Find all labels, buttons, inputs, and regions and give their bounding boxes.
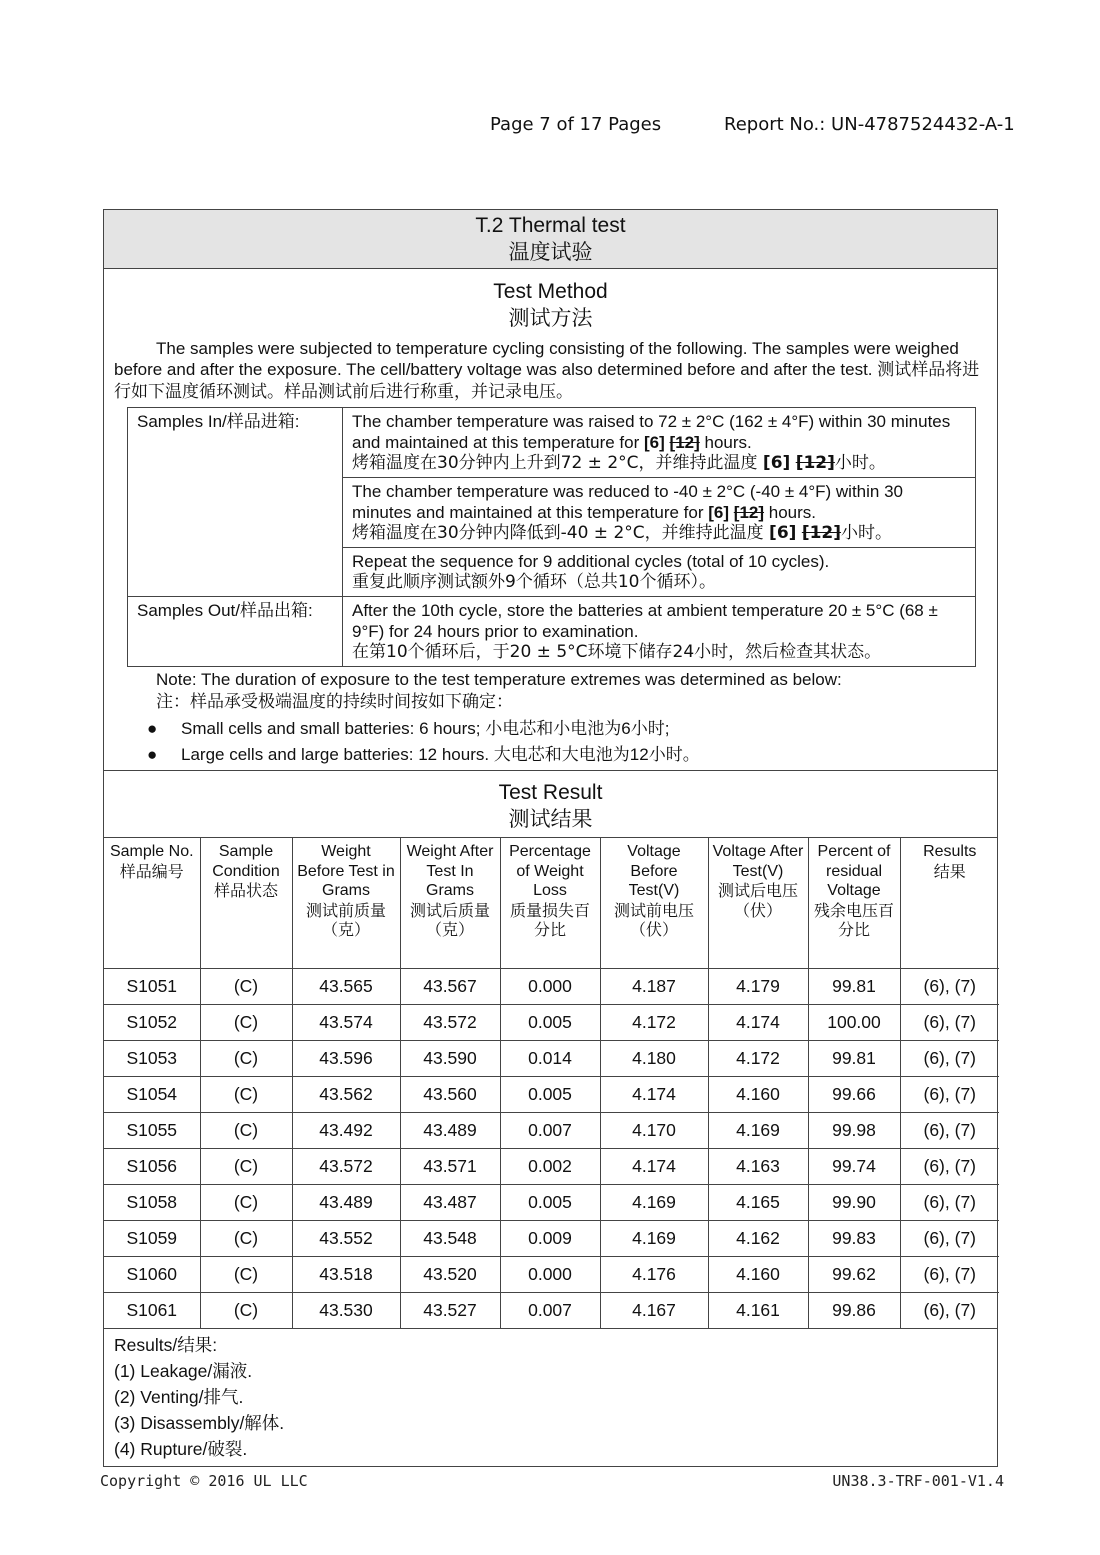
table-cell: (6), (7): [900, 1185, 999, 1221]
table-cell: 43.565: [292, 969, 400, 1005]
step-cool: The chamber temperature was reduced to -40 ± 2°C (-40 ± 4°F) within 30 minutes and maintained at this temperature for [6] [12] hours. 烤箱温度在30分钟内降低到-40 ± 2°C，并维持此温度 [6] [12]小时。: [343, 478, 976, 548]
table-cell: 43.552: [292, 1221, 400, 1257]
table-cell: (6), (7): [900, 1257, 999, 1293]
table-cell: (C): [200, 1041, 292, 1077]
table-cell: S1061: [104, 1293, 200, 1329]
table-row: [104, 1041, 999, 1077]
table-row: [104, 1221, 999, 1257]
table-cell: 43.572: [400, 1005, 500, 1041]
table-cell: (C): [200, 1185, 292, 1221]
table-cell: 4.161: [708, 1293, 808, 1329]
section-title-en: T.2 Thermal test: [475, 214, 626, 237]
method-paragraph: [114, 338, 987, 403]
result-table: [104, 838, 999, 1328]
table-cell: 4.179: [708, 969, 808, 1005]
table-cell: 4.174: [600, 1077, 708, 1113]
col-weight-after: Weight After Test In Grams 测试后质量（克）: [400, 838, 500, 969]
table-row: [104, 1005, 999, 1041]
table-cell: 4.172: [708, 1041, 808, 1077]
col-sample-no: Sample No. 样品编号: [104, 838, 200, 969]
table-cell: 99.90: [808, 1185, 900, 1221]
duration-note: [114, 669, 987, 713]
section-title-zh: 温度试验: [508, 240, 593, 264]
table-cell: S1056: [104, 1149, 200, 1185]
step-repeat: Repeat the sequence for 9 additional cycles (total of 10 cycles). 重复此顺序测试额外9个循环（总共10个循环）。: [343, 548, 976, 597]
col-residual-voltage: Percent of residual Voltage 残余电压百分比: [808, 838, 900, 969]
results-legend: [104, 1329, 998, 1467]
table-cell: S1054: [104, 1077, 200, 1113]
table-cell: S1060: [104, 1257, 200, 1293]
thermal-test-table: [103, 209, 998, 1467]
method-title-zh: 测试方法: [508, 306, 593, 330]
table-cell: 99.74: [808, 1149, 900, 1185]
table-cell: 0.000: [500, 969, 600, 1005]
table-cell: 4.167: [600, 1293, 708, 1329]
note-zh: 注：样品承受极端温度的持续时间按如下确定：: [156, 692, 513, 712]
table-cell: 0.009: [500, 1221, 600, 1257]
table-cell: (C): [200, 1221, 292, 1257]
test-method-section: [104, 269, 998, 771]
table-cell: 43.574: [292, 1005, 400, 1041]
table-cell: 4.160: [708, 1257, 808, 1293]
table-row: [104, 1149, 999, 1185]
table-cell: (C): [200, 1077, 292, 1113]
table-cell: 99.81: [808, 969, 900, 1005]
table-cell: 4.174: [708, 1005, 808, 1041]
table-cell: S1053: [104, 1041, 200, 1077]
method-paragraph-zh: 测试样品将进行如下温度循环测试。样品测试前后进行称重，并记录电压。: [114, 360, 980, 402]
samples-out-label: Samples Out/样品出箱:: [128, 597, 343, 667]
table-cell: 0.005: [500, 1005, 600, 1041]
table-cell: (C): [200, 1257, 292, 1293]
section-title: [104, 210, 998, 269]
table-row: [104, 1293, 999, 1329]
table-cell: 99.86: [808, 1293, 900, 1329]
col-sample-condition: Sample Condition 样品状态: [200, 838, 292, 969]
table-cell: 0.000: [500, 1257, 600, 1293]
table-cell: (6), (7): [900, 1041, 999, 1077]
table-cell: 4.162: [708, 1221, 808, 1257]
table-cell: S1052: [104, 1005, 200, 1041]
table-cell: 43.489: [292, 1185, 400, 1221]
table-cell: 99.98: [808, 1113, 900, 1149]
step-store: After the 10th cycle, store the batteries at ambient temperature 20 ± 5°C (68 ± 9°F) for 24 hours prior to examination. 在第10个循环后，于20 ± 5°C环境下储存24小时，然后检查其状态。: [343, 597, 976, 667]
table-cell: 4.172: [600, 1005, 708, 1041]
table-cell: 0.007: [500, 1113, 600, 1149]
table-cell: 99.81: [808, 1041, 900, 1077]
table-cell: 43.590: [400, 1041, 500, 1077]
note-en: Note: The duration of exposure to the test temperature extremes was determined as below:: [156, 670, 842, 689]
table-cell: S1055: [104, 1113, 200, 1149]
table-cell: 43.562: [292, 1077, 400, 1113]
result-title-en: Test Result: [498, 781, 603, 804]
result-table-header: [104, 838, 999, 969]
table-row: [104, 1185, 999, 1221]
table-cell: (6), (7): [900, 1077, 999, 1113]
table-cell: 4.165: [708, 1185, 808, 1221]
legend-item: (2) Venting/排气.: [114, 1387, 244, 1407]
table-cell: 0.005: [500, 1185, 600, 1221]
table-cell: 99.62: [808, 1257, 900, 1293]
legend-item: (3) Disassembly/解体.: [114, 1413, 285, 1433]
test-result-title: [104, 771, 998, 838]
table-cell: 43.518: [292, 1257, 400, 1293]
table-cell: (6), (7): [900, 1149, 999, 1185]
table-cell: 43.487: [400, 1185, 500, 1221]
table-cell: 4.169: [600, 1221, 708, 1257]
table-cell: 4.160: [708, 1077, 808, 1113]
table-cell: S1059: [104, 1221, 200, 1257]
method-title-en: Test Method: [493, 280, 608, 303]
table-cell: 4.174: [600, 1149, 708, 1185]
table-cell: 4.187: [600, 969, 708, 1005]
table-cell: 43.596: [292, 1041, 400, 1077]
table-cell: 0.002: [500, 1149, 600, 1185]
table-cell: 43.520: [400, 1257, 500, 1293]
col-voltage-before: Voltage Before Test(V) 测试前电压（伏）: [600, 838, 708, 969]
result-title-zh: 测试结果: [508, 807, 593, 831]
list-item: ● Small cells and small batteries: 6 hours; 小电芯和小电池为6小时;: [114, 716, 987, 742]
table-cell: (6), (7): [900, 969, 999, 1005]
bullet-icon: ●: [147, 745, 158, 764]
table-cell: (6), (7): [900, 1221, 999, 1257]
table-cell: 43.530: [292, 1293, 400, 1329]
table-cell: (6), (7): [900, 1005, 999, 1041]
table-cell: 43.548: [400, 1221, 500, 1257]
page-number: Page 7 of 17 Pages: [490, 114, 662, 135]
table-cell: 43.489: [400, 1113, 500, 1149]
table-cell: 100.00: [808, 1005, 900, 1041]
table-cell: (6), (7): [900, 1113, 999, 1149]
report-number: Report No.: UN-4787524432-A-1: [724, 114, 1015, 135]
legend-title: Results/结果:: [114, 1335, 218, 1355]
form-number: UN38.3-TRF-001-V1.4: [832, 1472, 1004, 1490]
table-cell: S1051: [104, 969, 200, 1005]
table-cell: 0.007: [500, 1293, 600, 1329]
table-cell: (C): [200, 1149, 292, 1185]
table-row: [104, 1257, 999, 1293]
table-cell: (C): [200, 1293, 292, 1329]
table-cell: (6), (7): [900, 1293, 999, 1329]
legend-item: (1) Leakage/漏液.: [114, 1361, 253, 1381]
table-cell: 43.527: [400, 1293, 500, 1329]
table-cell: 99.83: [808, 1221, 900, 1257]
col-results: Results 结果: [900, 838, 999, 969]
procedure-table: [127, 407, 976, 667]
legend-item: (4) Rupture/破裂.: [114, 1439, 248, 1459]
table-cell: 4.176: [600, 1257, 708, 1293]
table-cell: 43.572: [292, 1149, 400, 1185]
samples-in-label: Samples In/样品进箱:: [128, 408, 343, 597]
table-cell: 4.169: [708, 1113, 808, 1149]
col-weight-loss: Percentage of Weight Loss 质量损失百分比: [500, 838, 600, 969]
table-cell: 4.170: [600, 1113, 708, 1149]
duration-list: [114, 716, 987, 768]
table-cell: 4.169: [600, 1185, 708, 1221]
table-row: [104, 1113, 999, 1149]
col-weight-before: Weight Before Test in Grams 测试前质量（克）: [292, 838, 400, 969]
step-heat: The chamber temperature was raised to 72 ± 2°C (162 ± 4°F) within 30 minutes and maintained at this temperature for [6] [12] hours. 烤箱温度在30分钟内上升到72 ± 2°C，并维持此温度 [6] [12]小时。: [343, 408, 976, 478]
table-cell: 4.163: [708, 1149, 808, 1185]
method-paragraph-en: The samples were subjected to temperature cycling consisting of the following. The samples were weighed before and after the exposure. The cell/battery voltage was also determined before and after the test.: [114, 339, 959, 379]
bullet-icon: ●: [147, 719, 158, 738]
col-voltage-after: Voltage After Test(V) 测试后电压（伏）: [708, 838, 808, 969]
result-table-cell: [104, 838, 998, 1329]
table-cell: 43.492: [292, 1113, 400, 1149]
table-cell: 43.560: [400, 1077, 500, 1113]
copyright: Copyright © 2016 UL LLC: [100, 1472, 308, 1490]
table-cell: 4.180: [600, 1041, 708, 1077]
table-cell: 0.014: [500, 1041, 600, 1077]
table-cell: 43.567: [400, 969, 500, 1005]
list-item: ● Large cells and large batteries: 12 hours. 大电芯和大电池为12小时。: [114, 742, 987, 768]
table-row: [104, 1077, 999, 1113]
table-cell: (C): [200, 969, 292, 1005]
table-cell: 99.66: [808, 1077, 900, 1113]
table-cell: 43.571: [400, 1149, 500, 1185]
table-cell: 0.005: [500, 1077, 600, 1113]
table-cell: (C): [200, 1005, 292, 1041]
table-cell: S1058: [104, 1185, 200, 1221]
table-row: [104, 969, 999, 1005]
table-cell: (C): [200, 1113, 292, 1149]
method-title: [114, 278, 987, 332]
